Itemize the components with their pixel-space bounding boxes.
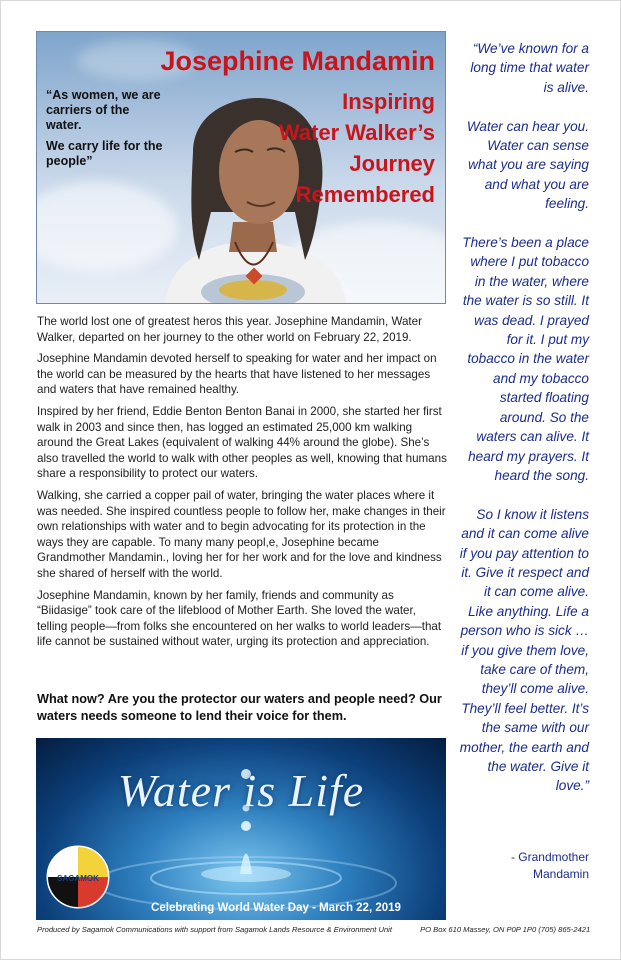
hero-quote-line: We carry life for the people” — [46, 139, 163, 168]
article-paragraph: Josephine Mandamin devoted herself to speaking for water and her impact on the world can be measured by the hearts that have listened to her messages and waters that have remained healthy. — [37, 352, 437, 397]
hero-subtitle — [279, 86, 435, 210]
hero-quote-line: “As women, we are carriers of the water. — [46, 88, 161, 132]
footer-credit: Produced by Sagamok Communications with support from Sagamok Lands Resource & Environment Unit — [37, 925, 392, 934]
side-quote-paragraph: Water can hear you. Water can sense what you are saying and what you are feeling. — [466, 118, 589, 212]
hero-photo — [36, 31, 446, 304]
attribution-line: Mandamin — [532, 867, 589, 881]
article-paragraph: Josephine Mandamin, known by her family, friends and community as “Biidasige” took care of the lifeblood of Mother Earth. She loved the water, telling people—from folks she encountered on her walks to world leaders—that life cannot be sustained without water, urging its protection and appreciation. — [37, 588, 442, 649]
article-paragraph: Inspired by her friend, Eddie Benton Benton Banai in 2000, she started her first walk in 2003 and since then, has logged an estimated 25,000 km walking around the Great Lakes (equivalent of walking 44% around the globe). She’s also travelled the world to walk with other peoples as well, knowing that humans share a responsibility to protect our waters. — [37, 404, 447, 481]
hero-quote — [46, 88, 166, 169]
world-water-day-caption: Celebrating World Water Day - March 22, 2019 — [151, 902, 401, 914]
footer — [37, 925, 617, 934]
quote-attribution — [459, 849, 589, 883]
footer-address: PO Box 610 Massey, ON P0P 1P0 (705) 865-2421 — [420, 925, 591, 934]
water-banner — [36, 738, 446, 920]
subtitle-line: Remembered — [295, 182, 435, 207]
attribution-line: - Grandmother — [510, 850, 589, 864]
article-paragraph: Walking, she carried a copper pail of water, bringing the water places where it was needed. She inspired countless people to follow her, make changes in their own relationships with water and to begin advocating for its protection in the ways they are capable. To many many peopl,e, Josephine became Grandmother Mandamin., loving her for her work and for the love and kindness she shared of herself with the world. — [37, 488, 446, 580]
side-quote-paragraph: “We’ve known for a long time that water is alive. — [470, 41, 589, 95]
subtitle-line: Journey — [349, 151, 435, 176]
article-body — [37, 314, 449, 656]
side-quote — [459, 39, 589, 815]
side-quote-paragraph: So I know it listens and it can come alive if you pay attention to it. Give it respect and it can come alive. Like anything. Life a person who is sick … if you give them love, take care of them, they’ll come alive. They’ll feel better. It’s the same with our mother, the earth and the water. Give it love.” — [459, 506, 589, 794]
side-quote-paragraph: There’s been a place where I put tobacco in the water, where the water is so still. It was dead. I prayed for it. I put my tobacco in the water and my tobacco started floating around. So the waters can alive. It heard my prayers. It heard the song. — [462, 235, 589, 483]
hero-title: Josephine Mandamin — [160, 46, 435, 76]
article-paragraph: The world lost one of greatest heros this year. Josephine Mandamin, Water Walker, departed on her journey to the other world on February 22, 2019. — [37, 315, 422, 344]
water-is-life-title: Water is Life — [117, 765, 365, 816]
sagamok-logo — [43, 842, 113, 912]
subtitle-line: Water Walker’s — [278, 120, 435, 145]
logo-text: SAGAMOK — [57, 874, 99, 883]
call-to-action: What now? Are you the protector our waters and people need? Our waters needs someone to lend their voice for them. — [37, 692, 442, 723]
subtitle-line: Inspiring — [342, 89, 435, 114]
